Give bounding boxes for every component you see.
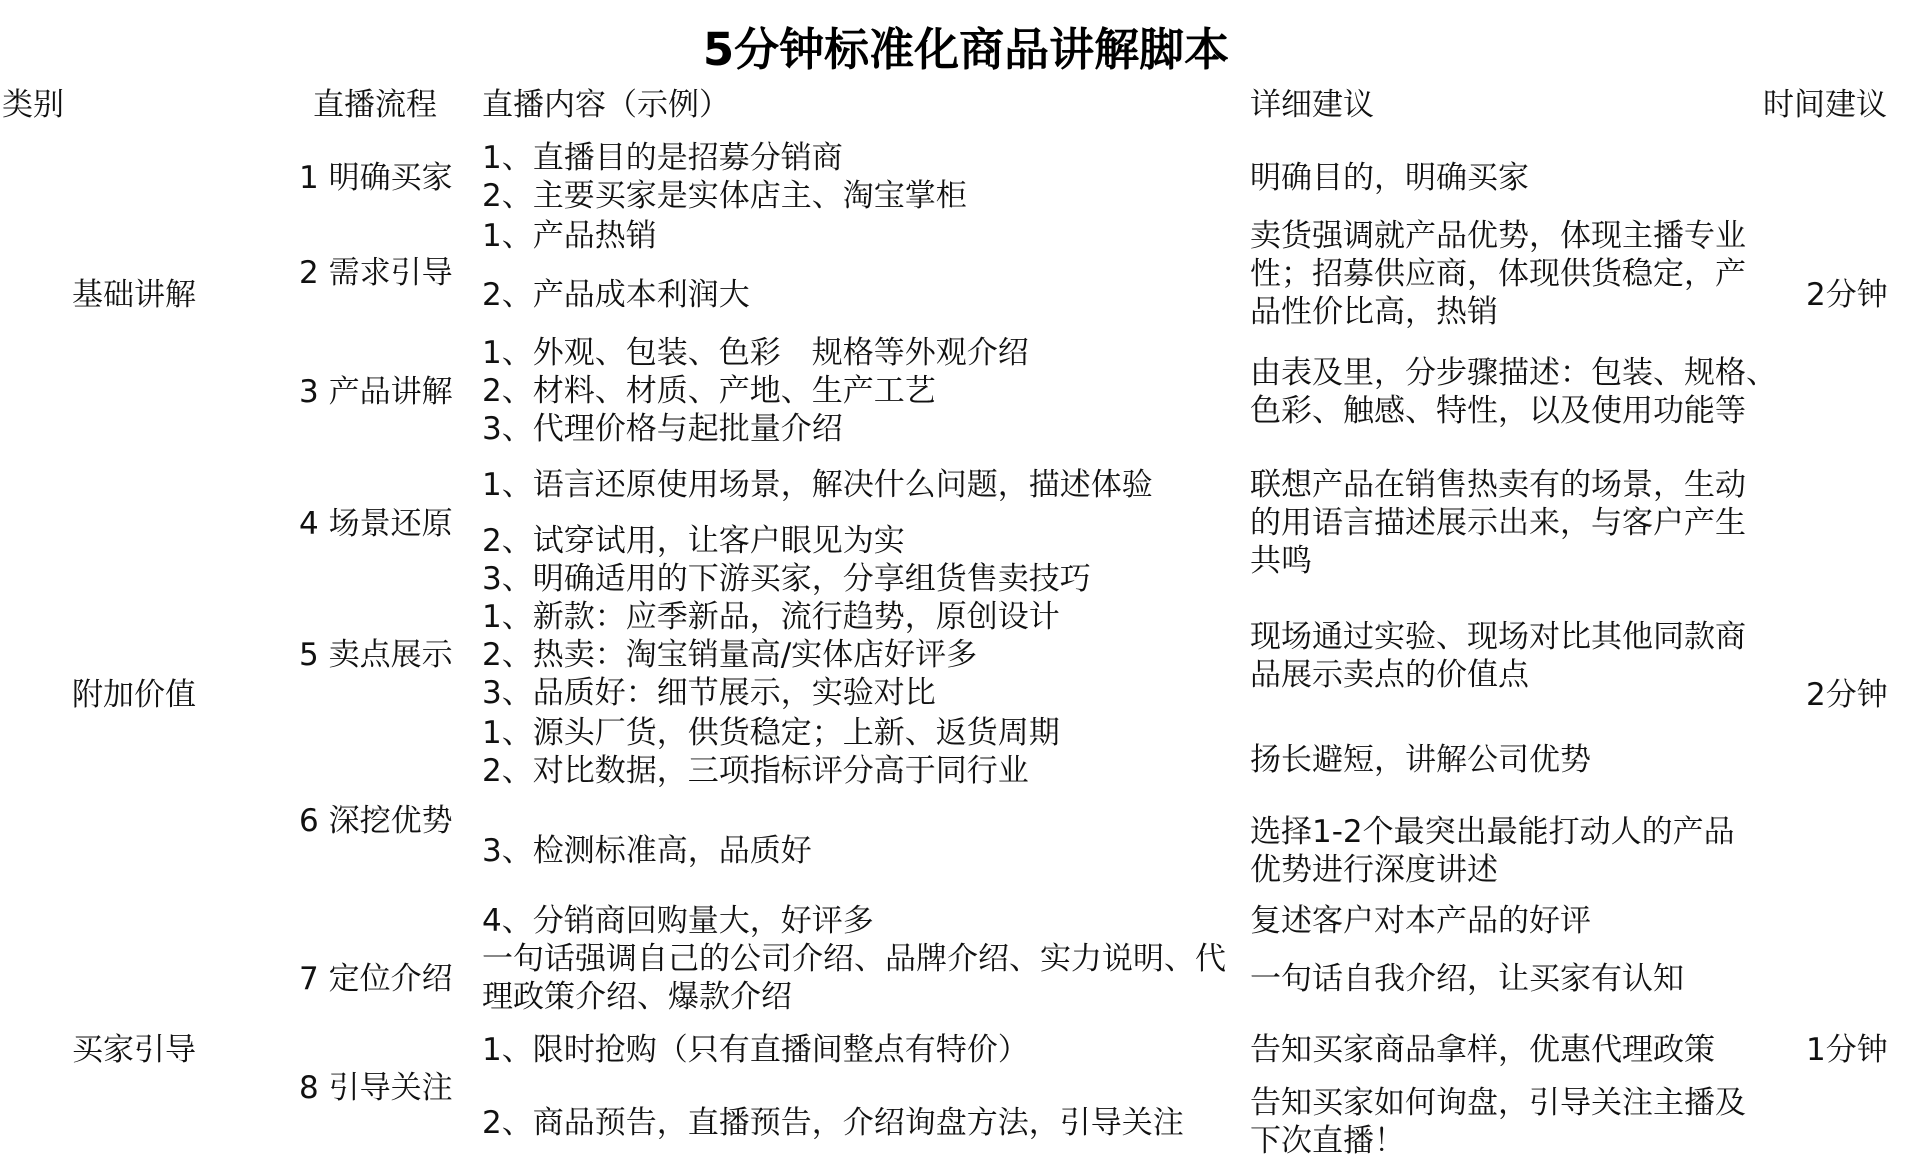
header-process: 直播流程 xyxy=(313,87,437,123)
content-line: 1、外观、包装、色彩 规格等外观介绍 xyxy=(482,335,1029,371)
time-added-value: 2分钟 xyxy=(1806,677,1888,713)
content-line: 一句话强调自己的公司介绍、品牌介绍、实力说明、代 xyxy=(482,941,1226,977)
advice-line: 下次直播！ xyxy=(1250,1123,1405,1159)
content-line: 1、新款：应季新品，流行趋势，原创设计 xyxy=(482,599,1060,635)
advice-step-6c xyxy=(1250,902,1591,940)
page-title: 5分钟标准化商品讲解脚本 xyxy=(702,23,1230,76)
process-step-8: 8 引导关注 xyxy=(299,1070,453,1106)
content-step-2b xyxy=(482,276,750,314)
content-step-1 xyxy=(482,139,967,215)
content-line: 2、试穿试用，让客户眼见为实 xyxy=(482,523,905,559)
advice-line: 一句话自我介绍，让买家有认知 xyxy=(1250,961,1684,997)
advice-line: 明确目的，明确买家 xyxy=(1250,160,1529,196)
process-step-4: 4 场景还原 xyxy=(299,506,453,542)
advice-line: 品性价比高，热销 xyxy=(1250,294,1498,330)
content-step-8a xyxy=(482,1031,1029,1069)
content-step-3 xyxy=(482,334,1029,448)
header-category: 类别 xyxy=(2,87,64,123)
advice-step-7 xyxy=(1250,960,1684,998)
advice-line: 复述客户对本产品的好评 xyxy=(1250,903,1591,939)
advice-line: 性；招募供应商，体现供货稳定，产 xyxy=(1250,256,1746,292)
advice-step-2 xyxy=(1250,217,1746,331)
content-line: 1、直播目的是招募分销商 xyxy=(482,140,843,176)
advice-step-8b xyxy=(1250,1084,1746,1160)
time-basic: 2分钟 xyxy=(1806,277,1888,313)
header-advice: 详细建议 xyxy=(1250,87,1374,123)
content-line: 3、明确适用的下游买家，分享组货售卖技巧 xyxy=(482,561,1091,597)
advice-step-6a xyxy=(1250,741,1591,779)
advice-line: 选择1-2个最突出最能打动人的产品 xyxy=(1250,814,1735,850)
content-line: 1、产品热销 xyxy=(482,218,657,254)
advice-line: 品展示卖点的价值点 xyxy=(1250,657,1529,693)
advice-line: 告知买家如何询盘，引导关注主播及 xyxy=(1250,1085,1746,1121)
advice-step-5 xyxy=(1250,618,1746,694)
advice-line: 由表及里，分步骤描述：包装、规格、 xyxy=(1250,355,1777,391)
advice-line: 优势进行深度讲述 xyxy=(1250,852,1498,888)
process-step-5: 5 卖点展示 xyxy=(299,637,453,673)
content-line: 2、对比数据，三项指标评分高于同行业 xyxy=(482,753,1029,789)
advice-step-3 xyxy=(1250,354,1777,430)
content-line: 理政策介绍、爆款介绍 xyxy=(482,979,792,1015)
content-line: 2、材料、材质、产地、生产工艺 xyxy=(482,373,936,409)
content-line: 2、热卖：淘宝销量高/实体店好评多 xyxy=(482,637,978,673)
process-step-3: 3 产品讲解 xyxy=(299,374,453,410)
advice-line: 色彩、触感、特性，以及使用功能等 xyxy=(1250,393,1746,429)
content-line: 3、检测标准高，品质好 xyxy=(482,833,812,869)
process-step-6: 6 深挖优势 xyxy=(299,803,453,839)
content-line: 3、品质好：细节展示，实验对比 xyxy=(482,675,936,711)
advice-line: 共鸣 xyxy=(1250,543,1312,579)
category-added-value: 附加价值 xyxy=(72,677,196,713)
advice-line: 的用语言描述展示出来，与客户产生 xyxy=(1250,505,1746,541)
content-step-4b xyxy=(482,522,1091,598)
content-step-6b xyxy=(482,832,812,870)
process-step-7: 7 定位介绍 xyxy=(299,961,453,997)
content-line: 2、产品成本利润大 xyxy=(482,277,750,313)
content-step-6c xyxy=(482,902,874,940)
content-line: 1、限时抢购（只有直播间整点有特价） xyxy=(482,1032,1029,1068)
process-step-2: 2 需求引导 xyxy=(299,255,453,291)
advice-line: 扬长避短，讲解公司优势 xyxy=(1250,742,1591,778)
advice-step-8a xyxy=(1250,1031,1715,1069)
content-line: 4、分销商回购量大，好评多 xyxy=(482,903,874,939)
advice-line: 告知买家商品拿样，优惠代理政策 xyxy=(1250,1032,1715,1068)
advice-line: 联想产品在销售热卖有的场景，生动 xyxy=(1250,467,1746,503)
content-line: 2、商品预告，直播预告，介绍询盘方法，引导关注 xyxy=(482,1105,1184,1141)
advice-line: 现场通过实验、现场对比其他同款商 xyxy=(1250,619,1746,655)
content-step-6a xyxy=(482,714,1060,790)
category-basic: 基础讲解 xyxy=(72,277,196,313)
content-line: 1、语言还原使用场景，解决什么问题，描述体验 xyxy=(482,467,1153,503)
content-step-4a xyxy=(482,466,1153,504)
header-time: 时间建议 xyxy=(1763,87,1887,123)
process-step-1: 1 明确买家 xyxy=(299,160,453,196)
content-line: 3、代理价格与起批量介绍 xyxy=(482,411,843,447)
time-buyer-guide: 1分钟 xyxy=(1806,1032,1888,1068)
advice-step-4 xyxy=(1250,466,1746,580)
category-buyer-guide: 买家引导 xyxy=(72,1032,196,1068)
advice-step-6b xyxy=(1250,813,1735,889)
content-step-5 xyxy=(482,598,1060,712)
advice-step-1 xyxy=(1250,159,1529,197)
advice-line: 卖货强调就产品优势，体现主播专业 xyxy=(1250,218,1746,254)
header-content: 直播内容（示例） xyxy=(482,87,730,123)
content-step-7 xyxy=(482,940,1226,1016)
content-step-2 xyxy=(482,217,657,255)
content-line: 2、主要买家是实体店主、淘宝掌柜 xyxy=(482,178,967,214)
content-step-8b xyxy=(482,1104,1184,1142)
content-line: 1、源头厂货，供货稳定；上新、返货周期 xyxy=(482,715,1060,751)
